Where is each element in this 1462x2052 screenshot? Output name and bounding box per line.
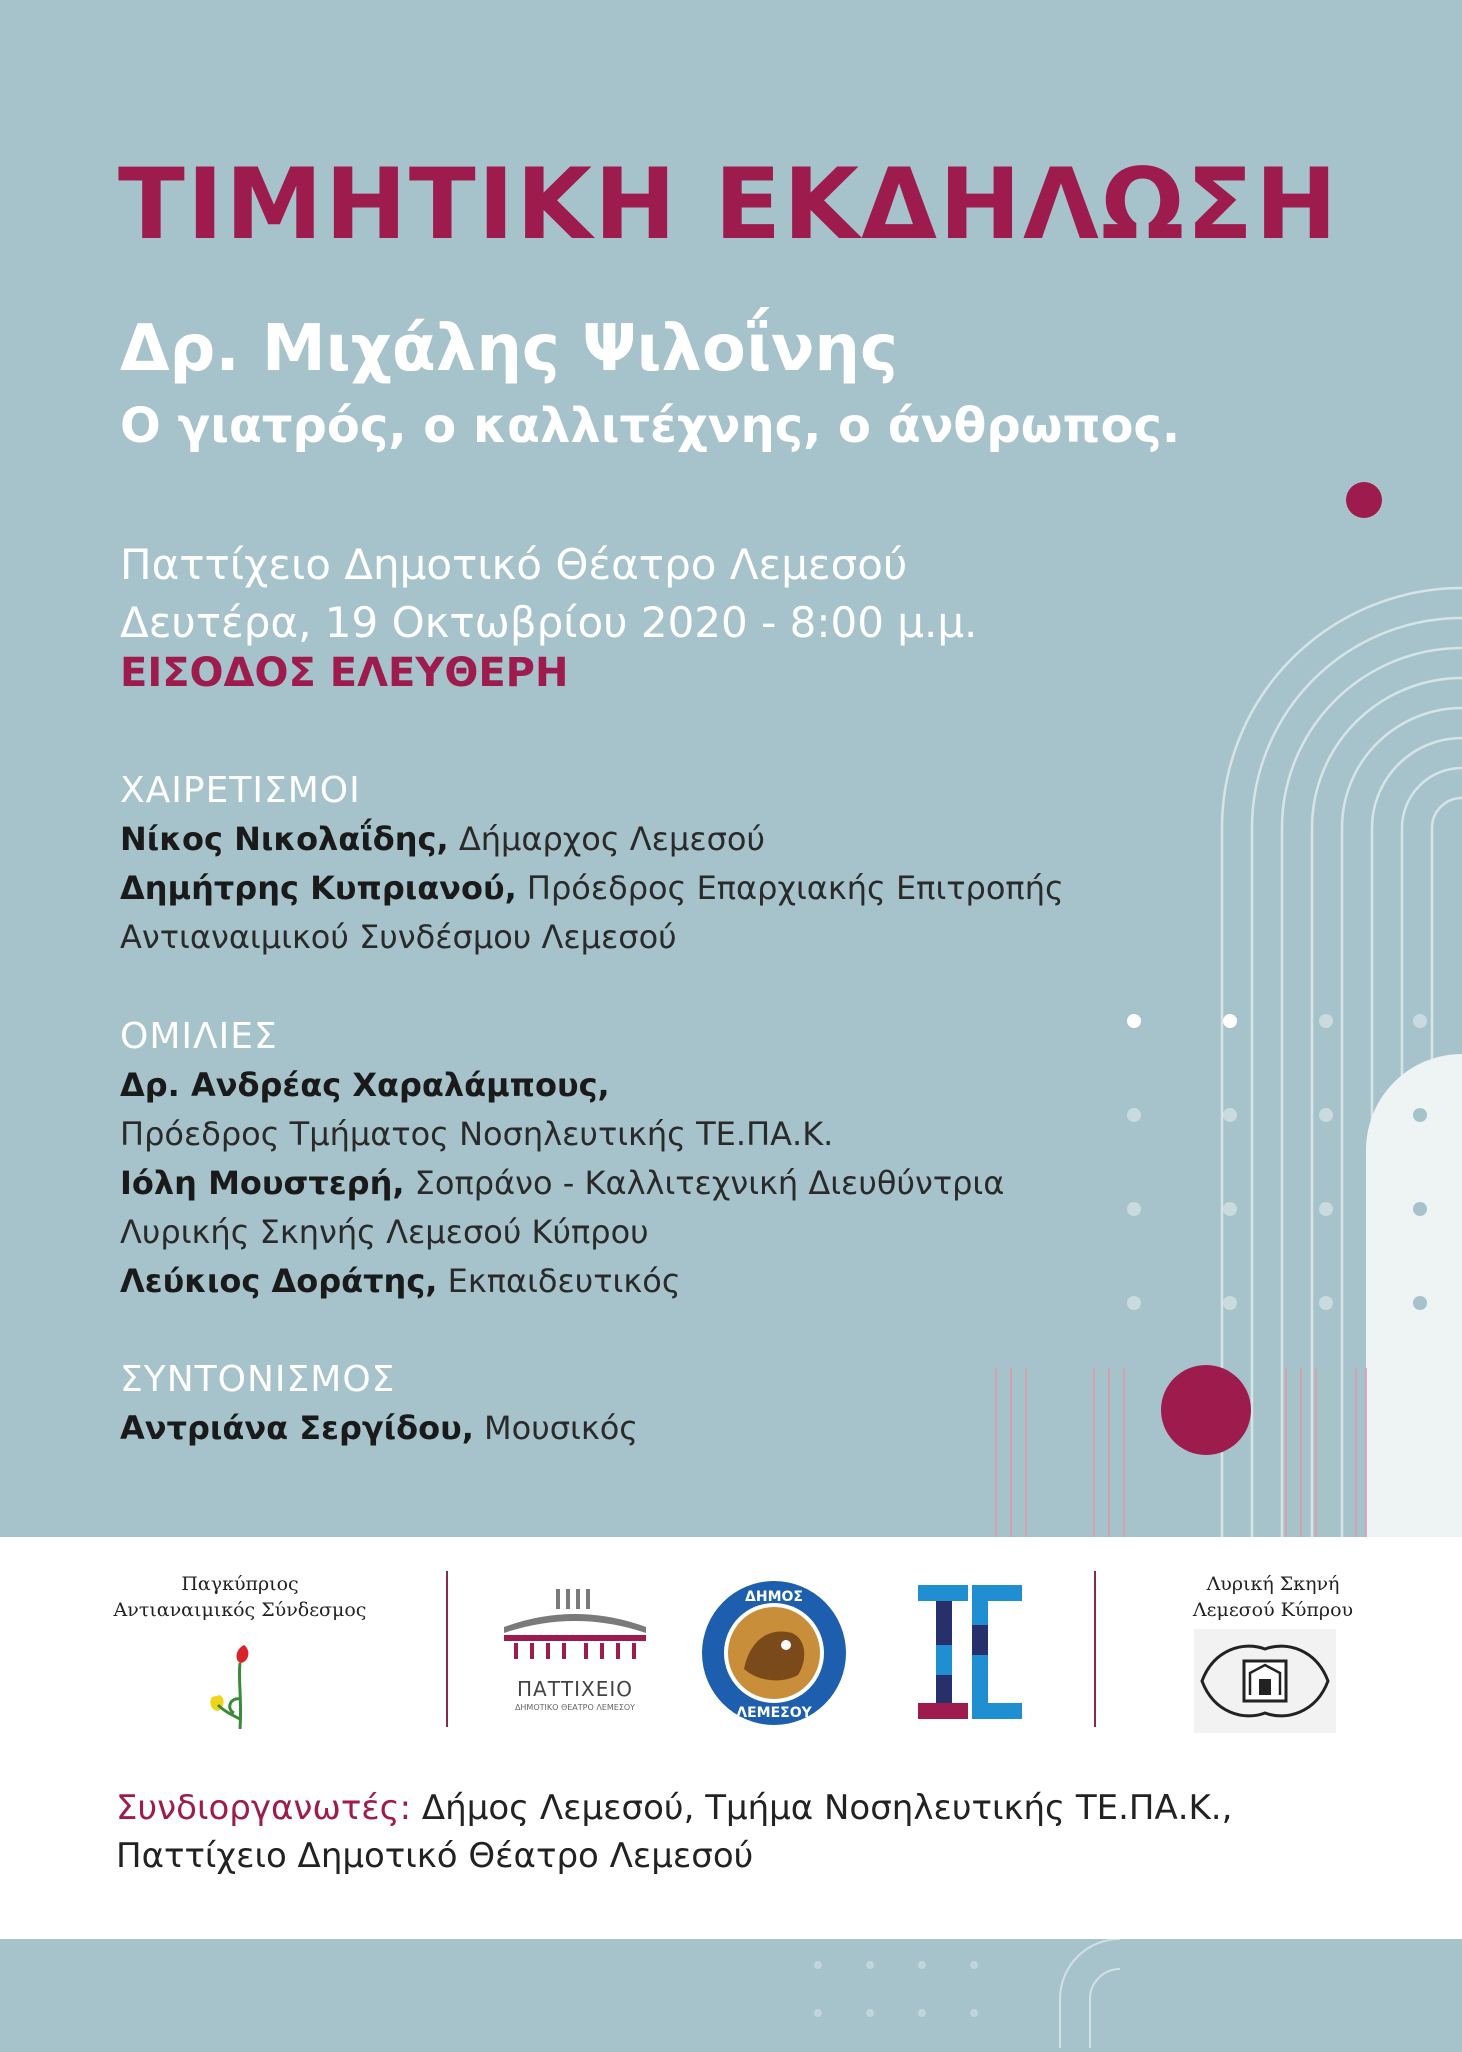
limassol-municipality-seal-icon xyxy=(700,1579,848,1727)
pattiheio-logo-text: ΠΑΤΤΙΧΕΙΟ xyxy=(516,1677,634,1701)
speeches-person-2 xyxy=(120,1159,1004,1208)
cut-university-logo-icon xyxy=(918,1585,1022,1719)
speeches-section xyxy=(120,1012,1004,1306)
co-organizers-text: Δήμος Λεμεσού, Τμήμα Νοσηλευτικής ΤΕ.ΠΑ.Κ., xyxy=(411,1788,1233,1828)
person-role: Μουσικός xyxy=(473,1409,639,1447)
pattiheio-theatre-logo-icon xyxy=(500,1587,650,1661)
person-role-continued: Αντιαναιμικού Συνδέσμου Λεμεσού xyxy=(120,918,677,956)
event-subtitle: Ο γιατρός, ο καλλιτέχνης, ο άνθρωπος. xyxy=(120,398,1181,454)
sponsors-footer xyxy=(0,1537,1462,1939)
caption-line: Αντιαναιμικός Σύνδεσμος xyxy=(113,1599,367,1621)
bottom-band xyxy=(0,1939,1462,2048)
lyric-stage-caption xyxy=(1138,1571,1408,1623)
speeches-person-3 xyxy=(120,1257,1004,1306)
person-role: Πρόεδρος Επαρχιακής Επιτροπής xyxy=(516,869,1064,907)
free-entry-notice: ΕΙΣΟΔΟΣ ΕΛΕΥΘΕΡΗ xyxy=(120,650,569,696)
svg-text:ΔΗΜΟΣ: ΔΗΜΟΣ xyxy=(745,1589,803,1605)
caption-line: Παγκύπριος xyxy=(181,1573,299,1595)
coordination-section xyxy=(120,1355,638,1453)
white-arch-shape xyxy=(1366,1054,1462,1537)
co-organizers-line-1 xyxy=(116,1784,1232,1832)
event-datetime: Δευτέρα, 19 Οκτωβρίου 2020 - 8:00 μ.μ. xyxy=(120,598,978,647)
speeches-heading: ΟΜΙΛΙΕΣ xyxy=(120,1016,278,1057)
greetings-person-1 xyxy=(120,815,1064,864)
coordination-person-1 xyxy=(120,1404,638,1453)
person-name: Δρ. Ανδρέας Χαραλάμπους, xyxy=(120,1066,610,1104)
anti-anemia-association-caption xyxy=(90,1571,390,1623)
person-name: Δημήτρης Κυπριανού, xyxy=(120,869,517,907)
greetings-heading: ΧΑΙΡΕΤΙΣΜΟΙ xyxy=(120,770,361,811)
person-name: Ιόλη Μουστερή, xyxy=(120,1164,405,1202)
person-role-continued: Λυρικής Σκηνής Λεμεσού Κύπρου xyxy=(120,1213,649,1251)
co-organizers xyxy=(116,1784,1232,1880)
person-role: Δήμαρχος Λεμεσού xyxy=(448,820,765,858)
lyric-stage-crest-icon xyxy=(1194,1629,1336,1733)
caption-line: Λεμεσού Κύπρου xyxy=(1192,1599,1354,1621)
person-name: Αντριάνα Σεργίδου, xyxy=(120,1409,474,1447)
greetings-section xyxy=(120,766,1064,962)
venue-name: Παττίχειο Δημοτικό Θέατρο Λεμεσού xyxy=(120,540,908,589)
person-name: Νίκος Νικολαΐδης, xyxy=(120,820,449,858)
co-organizers-label: Συνδιοργανωτές: xyxy=(116,1788,412,1828)
caption-line: Λυρική Σκηνή xyxy=(1206,1573,1340,1595)
accent-dot-large xyxy=(1161,1365,1251,1455)
greetings-person-2 xyxy=(120,864,1064,913)
person-name: Λεύκιος Δοράτης, xyxy=(120,1262,438,1300)
footer-divider xyxy=(1094,1571,1096,1727)
accent-dot-small xyxy=(1346,482,1382,518)
footer-divider xyxy=(446,1571,448,1727)
venue-block xyxy=(120,536,977,652)
honoree-name: Δρ. Μιχάλης Ψιλοΐνης xyxy=(120,312,898,386)
bottom-band-decoration xyxy=(0,1939,1462,2048)
co-organizers-line-2: Παττίχειο Δημοτικό Θέατρο Λεμεσού xyxy=(116,1836,754,1876)
tulip-logo-icon xyxy=(204,1639,268,1733)
pattiheio-logo-subtext: ΔΗΜΟΤΙΚΟ ΘΕΑΤΡΟ ΛΕΜΕΣΟΥ xyxy=(514,1703,636,1712)
person-role-continued: Πρόεδρος Τμήματος Νοσηλευτικής ΤΕ.ΠΑ.Κ. xyxy=(120,1115,834,1153)
svg-text:ΛΕΜΕΣΟΥ: ΛΕΜΕΣΟΥ xyxy=(736,1705,812,1721)
event-title: ΤΙΜΗΤΙΚΗ ΕΚΔΗΛΩΣΗ xyxy=(118,148,1340,262)
coordination-heading: ΣΥΝΤΟΝΙΣΜΟΣ xyxy=(120,1359,396,1400)
person-role: Εκπαιδευτικός xyxy=(437,1262,681,1300)
person-role: Σοπράνο - Καλλιτεχνική Διευθύντρια xyxy=(404,1164,1005,1202)
